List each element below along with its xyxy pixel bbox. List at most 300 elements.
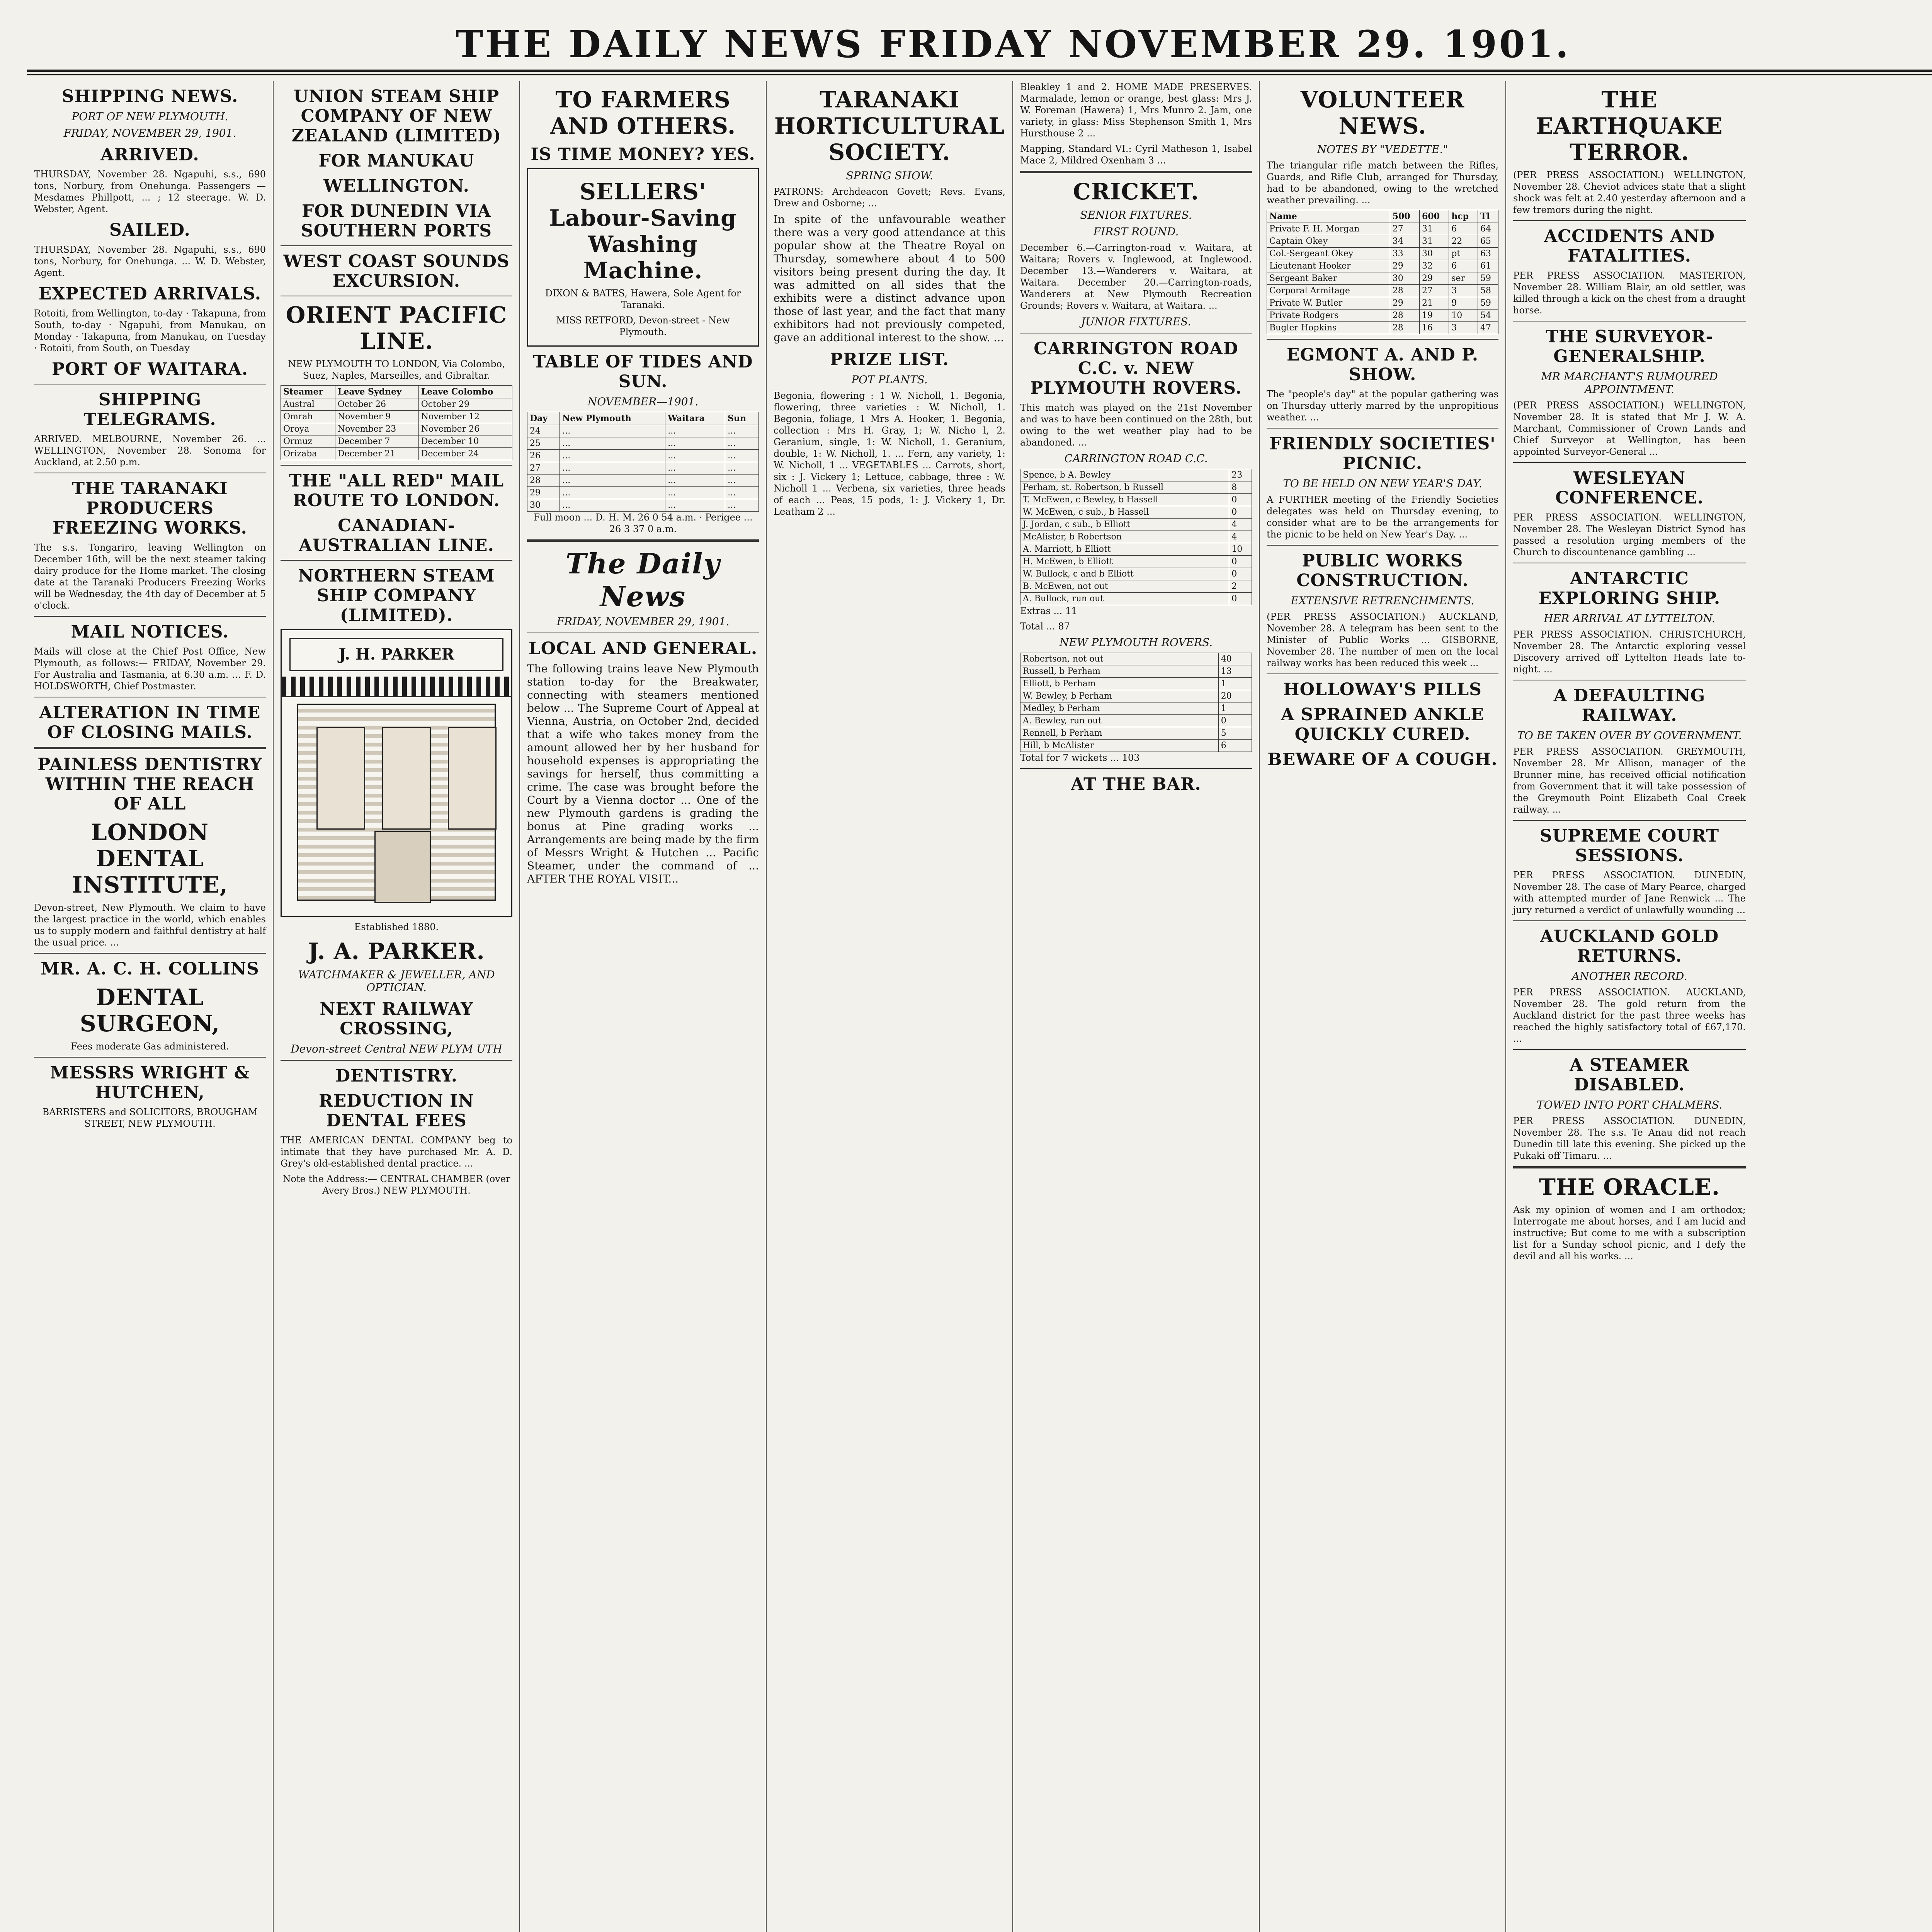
table-header: hcp bbox=[1449, 210, 1478, 223]
dentistry-heading: DENTISTRY. bbox=[335, 1066, 458, 1086]
established-line: Established 1880. bbox=[354, 922, 439, 932]
table-header: Day bbox=[527, 412, 560, 425]
table-cell: 54 bbox=[1478, 310, 1498, 322]
table-cell: 27 bbox=[1419, 285, 1449, 297]
divider bbox=[1267, 545, 1498, 546]
table-cell: ... bbox=[725, 474, 759, 487]
table-cell: 0 bbox=[1229, 506, 1252, 519]
expected-arrivals-heading: EXPECTED ARRIVALS. bbox=[38, 284, 262, 304]
table-cell: 0 bbox=[1218, 715, 1252, 727]
shipping-telegrams-heading: SHIPPING TELEGRAMS. bbox=[83, 390, 216, 429]
table-cell: ... bbox=[725, 499, 759, 512]
public-works-text: (PER PRESS ASSOCIATION.) AUCKLAND, November 28. A telegram has been sent to the Minister of Public Works ... GISBORNE, November 28. The number of men on the local railway works has been reduced this week ... bbox=[1267, 611, 1498, 668]
table-row bbox=[1020, 715, 1252, 727]
collins-heading: MR. A. C. H. COLLINS bbox=[41, 959, 259, 979]
gold-returns-text: PER PRESS ASSOCIATION. AUCKLAND, November 28. The gold return from the Auckland district for the past three weeks has reached the highly satisfactory total of £67,170. ... bbox=[1513, 987, 1746, 1044]
table-cell: ... bbox=[560, 425, 665, 437]
divider bbox=[1020, 768, 1252, 769]
dixon-bates-line: DIXON & BATES, Hawera, Sole Agent for Taranaki. bbox=[545, 288, 741, 310]
table-row bbox=[1267, 223, 1498, 235]
table-cell: 22 bbox=[1449, 235, 1478, 248]
table-row bbox=[527, 462, 759, 474]
table-row bbox=[1020, 593, 1252, 605]
for-manukau-heading: FOR MANUKAU bbox=[318, 151, 474, 171]
divider bbox=[1267, 428, 1498, 429]
divider bbox=[34, 616, 266, 617]
table-row bbox=[1020, 568, 1252, 580]
table-cell: December 7 bbox=[335, 435, 418, 448]
table-header: Tl bbox=[1478, 210, 1498, 223]
table-cell: Col.-Sergeant Okey bbox=[1267, 248, 1390, 260]
port-heading: PORT OF NEW PLYMOUTH. bbox=[71, 110, 228, 123]
gold-returns-heading: AUCKLAND GOLD RETURNS. bbox=[1540, 927, 1719, 966]
table-cell: Medley, b Perham bbox=[1020, 702, 1219, 715]
antarctic-subheading: HER ARRIVAL AT LYTTELTON. bbox=[1544, 612, 1715, 625]
table-cell: ... bbox=[665, 487, 725, 499]
accidents-heading: ACCIDENTS AND FATALITIES. bbox=[1544, 226, 1715, 266]
sellers-washing-machine: SELLERS' Labour-Saving Washing Machine. bbox=[549, 179, 737, 284]
table-cell: A. Marriott, b Elliott bbox=[1020, 543, 1229, 556]
mail-notices-text: Mails will close at the Chief Post Office, New Plymouth, as follows:— FRIDAY, November 29. For Australia and Tasmania, at 6.30 a.m. ... F. D. HOLDSWORTH, Chief Postmaster. bbox=[34, 646, 266, 692]
wright-hutchen-heading: MESSRS WRIGHT & HUTCHEN, bbox=[50, 1063, 250, 1102]
horticultural-society-heading: TARANAKI HORTICULTURAL SOCIETY. bbox=[774, 87, 1005, 165]
table-row bbox=[1020, 543, 1252, 556]
steamer-disabled-heading: A STEAMER DISABLED. bbox=[1570, 1055, 1689, 1095]
preserves-text: Bleakley 1 and 2. HOME MADE PRESERVES. Marmalade, lemon or orange, best glass: Mrs J. W. Foreman (Hawera) 1, Mrs Munro 2. Jam, one variety, in glass: Miss Stephenson Smith 1, Mrs Hursthouse 2 ... bbox=[1020, 82, 1252, 139]
issue-date: FRIDAY, NOVEMBER 29, 1901. bbox=[63, 127, 236, 139]
washing-machine-ad bbox=[527, 168, 759, 347]
surveyor-heading: THE SURVEYOR-GENERALSHIP. bbox=[1546, 327, 1713, 366]
cricket-heading: CRICKET. bbox=[1073, 179, 1199, 205]
port-waitara-heading: PORT OF WAITARA. bbox=[52, 359, 248, 379]
table-cell: Omrah bbox=[281, 411, 335, 423]
shop-sign: J. H. PARKER bbox=[289, 638, 503, 671]
carrington-match-heading: CARRINGTON ROAD C.C. v. NEW PLYMOUTH ROVERS. bbox=[1030, 339, 1242, 398]
divider bbox=[1513, 1166, 1746, 1168]
column-6 bbox=[1260, 81, 1506, 1932]
public-works-heading: PUBLIC WORKS CONSTRUCTION. bbox=[1296, 551, 1469, 590]
table-cell: ... bbox=[725, 437, 759, 450]
divider bbox=[1513, 220, 1746, 221]
wesleyan-heading: WESLEYAN CONFERENCE. bbox=[1555, 468, 1704, 508]
table-row bbox=[1267, 310, 1498, 322]
table-cell: ... bbox=[725, 462, 759, 474]
newspaper-page bbox=[27, 15, 1932, 1932]
senior-fixtures-heading: SENIOR FIXTURES. bbox=[1080, 209, 1192, 221]
column-2 bbox=[274, 81, 520, 1932]
table-cell: 25 bbox=[527, 437, 560, 450]
all-red-route-heading: THE "ALL RED" MAIL ROUTE TO LONDON. bbox=[289, 471, 504, 510]
table-cell: 3 bbox=[1449, 285, 1478, 297]
show-intro-text: In spite of the unfavourable weather there was a very good attendance at this popular show at the Theatre Royal on Thursday, somewhere about 4 to 500 visitors being present during the day. It was admitted on all sides that the exhibits were a distinct advance upon those of last year, and the fact that many exhibitors had not previously competed, gave an additional interest to the show. ... bbox=[774, 213, 1005, 344]
rovers-total-line: Total for 7 wickets ... 103 bbox=[1020, 752, 1140, 763]
west-coast-sounds-heading: WEST COAST SOUNDS EXCURSION. bbox=[283, 252, 510, 291]
fees-line: Fees moderate Gas administered. bbox=[71, 1041, 229, 1052]
table-cell: 20 bbox=[1218, 690, 1252, 702]
table-cell: 30 bbox=[527, 499, 560, 512]
table-cell: ... bbox=[725, 425, 759, 437]
table-cell: 24 bbox=[527, 425, 560, 437]
arrived-heading: ARRIVED. bbox=[100, 145, 199, 165]
table-cell: ... bbox=[560, 450, 665, 462]
defaulting-railway-text: PER PRESS ASSOCIATION. GREYMOUTH, November 28. Mr Allison, manager of the Brunner mine, has received official notification from Government that it will take possession of the Greymouth Point Elizabeth Coal Creek railway. ... bbox=[1513, 746, 1746, 815]
parker-shop-illustration bbox=[281, 629, 512, 917]
carrington-scorecard bbox=[1020, 469, 1252, 605]
table-cell: ... bbox=[665, 437, 725, 450]
for-dunedin-heading: FOR DUNEDIN VIA SOUTHERN PORTS bbox=[301, 201, 492, 241]
column-1 bbox=[27, 81, 274, 1932]
table-cell: 6 bbox=[1449, 260, 1478, 272]
table-cell: 28 bbox=[1390, 310, 1419, 322]
canadian-australian-heading: CANADIAN-AUSTRALIAN LINE. bbox=[299, 516, 494, 555]
extras-line: Extras ... 11 bbox=[1020, 605, 1077, 616]
table-cell: 0 bbox=[1229, 593, 1252, 605]
table-cell: 4 bbox=[1229, 531, 1252, 543]
divider bbox=[34, 953, 266, 954]
divider bbox=[1513, 462, 1746, 463]
table-cell: 3 bbox=[1449, 322, 1478, 334]
table-row bbox=[1020, 556, 1252, 568]
table-cell: 26 bbox=[527, 450, 560, 462]
table-cell: 59 bbox=[1478, 272, 1498, 285]
table-cell: 34 bbox=[1390, 235, 1419, 248]
prize-list-heading: PRIZE LIST. bbox=[830, 350, 949, 369]
table-cell: 0 bbox=[1229, 568, 1252, 580]
divider bbox=[34, 747, 266, 749]
table-cell: J. Jordan, c sub., b Elliott bbox=[1020, 519, 1229, 531]
table-cell: ... bbox=[560, 437, 665, 450]
rovers-heading: NEW PLYMOUTH ROVERS. bbox=[1059, 636, 1213, 649]
table-cell: 61 bbox=[1478, 260, 1498, 272]
supreme-court-text: PER PRESS ASSOCIATION. DUNEDIN, November 28. The case of Mary Pearce, charged with attempted murder of Jane Renwick ... The jury returned a verdict of unlawfully wounding ... bbox=[1513, 870, 1746, 915]
table-cell: 16 bbox=[1419, 322, 1449, 334]
table-cell: Captain Okey bbox=[1267, 235, 1390, 248]
divider bbox=[1267, 673, 1498, 674]
table-cell: A. Bewley, run out bbox=[1020, 715, 1219, 727]
table-header: Leave Colombo bbox=[418, 386, 512, 398]
table-row bbox=[281, 435, 512, 448]
table-cell: 19 bbox=[1419, 310, 1449, 322]
table-row bbox=[1267, 248, 1498, 260]
oracle-heading: THE ORACLE. bbox=[1539, 1174, 1720, 1200]
wesleyan-text: PER PRESS ASSOCIATION. WELLINGTON, November 28. The Wesleyan District Synod has passed a resolution urging members of the Church to discountenance gambling ... bbox=[1513, 512, 1746, 558]
table-cell: December 21 bbox=[335, 448, 418, 460]
table-cell: November 12 bbox=[418, 411, 512, 423]
table-cell: 40 bbox=[1218, 653, 1252, 665]
railway-subtitle: Devon-street Central NEW PLYM UTH bbox=[291, 1043, 502, 1055]
table-cell: Private Rodgers bbox=[1267, 310, 1390, 322]
time-money-line: IS TIME MONEY? YES. bbox=[531, 145, 755, 164]
prize-list-text: Begonia, flowering : 1 W. Nicholl, 1. Begonia, flowering, three varieties : W. Nicholl, 1. Begonia, foliage, 1 Mrs A. Hooker, 1. Begonia, collection : Mrs H. Gray, 1; W. Nicho l, 2. Geranium, single, 1: W. Nicholl, 1. Geranium, double, 1: W. Nicholl, 1. ... Fern, any variety, 1: W. Nicholl, 1 ... VEGETABLES ... Carrots, short, six : J. Vickery 1; Lettuce, cabbage, three : W. Nicholl 1 ... Verbena, six varieties, three heads of each ... Peas, 15 pods, 1: J. Vickery 1, Dr. Leatham 2 ... bbox=[774, 390, 1005, 517]
table-row bbox=[527, 450, 759, 462]
table-row bbox=[527, 474, 759, 487]
wellington-heading: WELLINGTON. bbox=[323, 176, 469, 196]
volunteer-text: The triangular rifle match between the Rifles, Guards, and Rifle Club, arranged for Thursday, had to be abandoned, owing to the wretched weather prevailing. ... bbox=[1267, 160, 1498, 206]
orient-pacific-heading: ORIENT PACIFIC LINE. bbox=[286, 302, 507, 354]
table-cell: McAlister, b Robertson bbox=[1020, 531, 1229, 543]
table-cell: ... bbox=[665, 450, 725, 462]
table-cell: A. Bullock, run out bbox=[1020, 593, 1229, 605]
daily-news-logo: The Daily News bbox=[565, 547, 721, 613]
divider bbox=[1513, 1049, 1746, 1050]
table-cell: ... bbox=[560, 474, 665, 487]
holloway-pills-heading: HOLLOWAY'S PILLS bbox=[1283, 680, 1482, 699]
column-4 bbox=[767, 81, 1013, 1932]
antarctic-text: PER PRESS ASSOCIATION. CHRISTCHURCH, November 28. The Antarctic exploring vessel Discovery arrived off Lyttelton Heads late to-night. ... bbox=[1513, 629, 1746, 675]
table-cell: Hill, b McAlister bbox=[1020, 740, 1219, 752]
friendly-picnic-heading: FRIENDLY SOCIETIES' PICNIC. bbox=[1269, 434, 1496, 473]
table-row bbox=[527, 437, 759, 450]
table-cell: 21 bbox=[1419, 297, 1449, 310]
moon-phases: Full moon ... D. H. M. 26 0 54 a.m. · Perigee ... 26 3 37 0 a.m. bbox=[533, 512, 753, 534]
table-cell: 47 bbox=[1478, 322, 1498, 334]
table-cell: 27 bbox=[527, 462, 560, 474]
table-cell: T. McEwen, c Bewley, b Hassell bbox=[1020, 494, 1229, 506]
shop-window bbox=[382, 727, 431, 830]
table-cell: Austral bbox=[281, 398, 335, 411]
oracle-text: Ask my opinion of women and I am orthodox; Interrogate me about horses, and I am lucid and instructive; But come to me with a subscription list for a Sunday school picnic, and I defy the devil and all his works. ... bbox=[1513, 1204, 1746, 1262]
shipping-news-heading: SHIPPING NEWS. bbox=[61, 87, 238, 106]
table-row bbox=[1267, 260, 1498, 272]
table-row bbox=[1020, 481, 1252, 494]
beware-cough-heading: BEWARE OF A COUGH. bbox=[1267, 750, 1498, 769]
rifle-score-table bbox=[1267, 210, 1498, 334]
parker-subtitle: WATCHMAKER & JEWELLER, AND OPTICIAN. bbox=[298, 968, 495, 994]
table-cell: 29 bbox=[1390, 297, 1419, 310]
table-cell: ... bbox=[560, 462, 665, 474]
divider bbox=[1513, 820, 1746, 821]
shipping-telegrams-text: ARRIVED. MELBOURNE, November 26. ... WELLINGTON, November 28. Sonoma for Auckland, at 2.50 p.m. bbox=[34, 434, 266, 468]
egmont-show-heading: EGMONT A. AND P. SHOW. bbox=[1286, 345, 1479, 384]
table-cell: Elliott, b Perham bbox=[1020, 678, 1219, 690]
table-cell: W. Bullock, c and b Elliott bbox=[1020, 568, 1229, 580]
masthead bbox=[27, 15, 1932, 72]
table-cell: 10 bbox=[1449, 310, 1478, 322]
table-cell: 64 bbox=[1478, 223, 1498, 235]
local-general-heading: LOCAL AND GENERAL. bbox=[528, 639, 758, 658]
table-cell: October 29 bbox=[418, 398, 512, 411]
expected-arrivals-text: Rotoiti, from Wellington, to-day · Takapuna, from South, to-day · Ngapuhi, from Manukau, on Monday · Takapuna, from Manukau, on Tuesday · Rotoiti, from South, on Tuesday bbox=[34, 308, 266, 354]
table-row bbox=[1267, 285, 1498, 297]
accidents-text: PER PRESS ASSOCIATION. MASTERTON, November 28. William Blair, an old settler, was killed through a kick on the chest from a draught horse. bbox=[1513, 270, 1746, 316]
table-cell: December 24 bbox=[418, 448, 512, 460]
table-cell: 0 bbox=[1229, 556, 1252, 568]
table-cell: ... bbox=[665, 425, 725, 437]
table-cell: Rennell, b Perham bbox=[1020, 727, 1219, 740]
table-row bbox=[1020, 678, 1252, 690]
mail-notices-heading: MAIL NOTICES. bbox=[71, 622, 229, 642]
table-cell: 0 bbox=[1229, 494, 1252, 506]
table-cell: 32 bbox=[1419, 260, 1449, 272]
table-cell: Ormuz bbox=[281, 435, 335, 448]
sprained-ankle-heading: A SPRAINED ANKLE QUICKLY CURED. bbox=[1281, 705, 1484, 744]
northern-steamship-heading: NORTHERN STEAM SHIP COMPANY (LIMITED). bbox=[298, 566, 495, 625]
orient-route-text: NEW PLYMOUTH TO LONDON, Via Colombo, Suez, Naples, Marseilles, and Gibraltar. bbox=[288, 359, 505, 381]
table-row bbox=[1020, 580, 1252, 593]
table-cell: 4 bbox=[1229, 519, 1252, 531]
table-cell: 30 bbox=[1390, 272, 1419, 285]
table-row bbox=[1267, 272, 1498, 285]
egmont-show-text: The "people's day" at the popular gathering was on Thursday utterly marred by the unpropitious weather. ... bbox=[1267, 389, 1498, 423]
table-cell: W. Bewley, b Perham bbox=[1020, 690, 1219, 702]
table-header: 600 bbox=[1419, 210, 1449, 223]
tides-heading: TABLE OF TIDES AND SUN. bbox=[533, 352, 753, 391]
table-header-row bbox=[1267, 210, 1498, 223]
total-line: Total ... 87 bbox=[1020, 621, 1070, 632]
table-cell: 30 bbox=[1419, 248, 1449, 260]
table-cell: 31 bbox=[1419, 235, 1449, 248]
table-cell: ser bbox=[1449, 272, 1478, 285]
table-row bbox=[1267, 297, 1498, 310]
table-cell: Corporal Armitage bbox=[1267, 285, 1390, 297]
table-cell: October 26 bbox=[335, 398, 418, 411]
first-round-heading: FIRST ROUND. bbox=[1093, 225, 1179, 238]
table-header: 500 bbox=[1390, 210, 1419, 223]
table-row bbox=[281, 398, 512, 411]
divider bbox=[281, 1060, 512, 1061]
patrons-text: PATRONS: Archdeacon Govett; Revs. Evans, Drew and Osborne; ... bbox=[774, 186, 1005, 209]
table-header: New Plymouth bbox=[560, 412, 665, 425]
divider bbox=[281, 245, 512, 246]
table-cell: 31 bbox=[1419, 223, 1449, 235]
divider bbox=[1267, 339, 1498, 340]
table-cell: Lieutenant Hooker bbox=[1267, 260, 1390, 272]
sailed-text: THURSDAY, November 28. Ngapuhi, s.s., 690 tons, Norbury, for Onehunga. ... W. D. Webster, Agent. bbox=[34, 244, 266, 278]
table-cell: 23 bbox=[1229, 469, 1252, 481]
table-cell: ... bbox=[665, 499, 725, 512]
table-header: Name bbox=[1267, 210, 1390, 223]
steamer-disabled-text: PER PRESS ASSOCIATION. DUNEDIN, November 28. The s.s. Te Anau did not reach Dunedin till late this evening. She picked up the Pukaki off Timaru. ... bbox=[1513, 1116, 1746, 1161]
table-row bbox=[1020, 727, 1252, 740]
daily-news-date: FRIDAY, NOVEMBER 29, 1901. bbox=[556, 615, 730, 628]
table-cell: Robertson, not out bbox=[1020, 653, 1219, 665]
table-row bbox=[1020, 740, 1252, 752]
mapping-text: Mapping, Standard VI.: Cyril Matheson 1, Isabel Mace 2, Mildred Oxenham 3 ... bbox=[1020, 143, 1252, 166]
table-cell: ... bbox=[725, 487, 759, 499]
tides-table bbox=[527, 412, 759, 512]
table-cell: 63 bbox=[1478, 248, 1498, 260]
rovers-scorecard bbox=[1020, 653, 1252, 752]
table-row bbox=[1020, 469, 1252, 481]
american-dental-text: THE AMERICAN DENTAL COMPANY beg to intimate that they have purchased Mr. A. D. Grey's old-established dental practice. ... bbox=[281, 1135, 512, 1169]
earthquake-text: (PER PRESS ASSOCIATION.) WELLINGTON, November 28. Cheviot advices state that a slight shock was felt at 2.40 yesterday afternoon and a few tremors during the night. bbox=[1513, 170, 1746, 215]
sailed-heading: SAILED. bbox=[109, 220, 190, 240]
fixtures-text: December 6.—Carrington-road v. Waitara, at Waitara; Rovers v. Inglewood, at Inglewood. December 13.—Wanderers v. Waitara, at Waitara. December 20.—Carrington-roads, Wanderers at New Plymouth Recreation Grounds; Rovers v. Waitara, at Waitara. ... bbox=[1020, 242, 1252, 311]
table-cell: Private F. H. Morgan bbox=[1267, 223, 1390, 235]
at-the-bar-heading: AT THE BAR. bbox=[1071, 774, 1201, 794]
table-row bbox=[527, 487, 759, 499]
column-5 bbox=[1013, 81, 1260, 1932]
table-cell: 33 bbox=[1390, 248, 1419, 260]
table-cell: ... bbox=[665, 462, 725, 474]
table-header-row bbox=[281, 386, 512, 398]
column-3 bbox=[520, 81, 767, 1932]
table-cell: Perham, st. Robertson, b Russell bbox=[1020, 481, 1229, 494]
table-row bbox=[1020, 531, 1252, 543]
tides-month: NOVEMBER—1901. bbox=[587, 395, 699, 408]
table-cell: Private W. Butler bbox=[1267, 297, 1390, 310]
masthead-title: THE DAILY NEWS FRIDAY NOVEMBER 29. 1901. bbox=[455, 22, 1571, 66]
table-cell: 29 bbox=[1419, 272, 1449, 285]
table-row bbox=[1267, 322, 1498, 334]
table-row bbox=[281, 448, 512, 460]
london-dental-heading: LONDON DENTAL INSTITUTE, bbox=[72, 819, 228, 898]
surveyor-text: (PER PRESS ASSOCIATION.) WELLINGTON, November 28. It is stated that Mr J. W. A. Marchant, Commissioner of Crown Lands and Chief Surveyor at Wellington, has been appointed Surveyor-General ... bbox=[1513, 400, 1746, 457]
table-cell: Orizaba bbox=[281, 448, 335, 460]
table-cell: 58 bbox=[1478, 285, 1498, 297]
table-cell: 29 bbox=[527, 487, 560, 499]
table-cell: 28 bbox=[1390, 322, 1419, 334]
local-general-text: The following trains leave New Plymouth station to-day for the Breakwater, connecting with steamers mentioned below ... The Supreme Court of Appeal at Vienna, Austria, on October 2nd, decided that a wife who takes money from the amount allowed her by her husband for household expenses is appropriating the savings for herself, thus committing a crime. The case was brought before the Court by a Vienna doctor ... One of the new Plymouth gardens is grading the bonus at Pine grading works ... Arrangements are being made by the firm of Messrs Wright & Hutchen ... Pacific Steamer, under the command of ... AFTER THE ROYAL VISIT... bbox=[527, 662, 759, 885]
supreme-court-heading: SUPREME COURT SESSIONS. bbox=[1539, 826, 1719, 866]
table-cell: W. McEwen, c sub., b Hassell bbox=[1020, 506, 1229, 519]
table-row bbox=[281, 411, 512, 423]
table-cell: 29 bbox=[1390, 260, 1419, 272]
surveyor-subheading: MR MARCHANT'S RUMOURED APPOINTMENT. bbox=[1541, 370, 1718, 396]
table-cell: Oroya bbox=[281, 423, 335, 435]
next-railway-crossing: NEXT RAILWAY CROSSING, bbox=[320, 999, 473, 1039]
table-cell: 59 bbox=[1478, 297, 1498, 310]
table-row bbox=[1020, 519, 1252, 531]
scorecard-heading: CARRINGTON ROAD C.C. bbox=[1064, 452, 1208, 465]
divider bbox=[1513, 920, 1746, 921]
table-row bbox=[1020, 690, 1252, 702]
table-cell: ... bbox=[560, 487, 665, 499]
table-cell: Sergeant Baker bbox=[1267, 272, 1390, 285]
london-dental-text: Devon-street, New Plymouth. We claim to have the largest practice in the world, which enables us to supply modern and faithful dentistry at half the usual price. ... bbox=[34, 902, 266, 948]
volunteer-news-heading: VOLUNTEER NEWS. bbox=[1300, 87, 1465, 139]
table-header-row bbox=[527, 412, 759, 425]
parker-name: J. A. PARKER. bbox=[308, 938, 485, 964]
table-header: Leave Sydney bbox=[335, 386, 418, 398]
orient-sailings-table bbox=[281, 385, 512, 460]
shop-window bbox=[316, 727, 365, 830]
defaulting-railway-subheading: TO BE TAKEN OVER BY GOVERNMENT. bbox=[1517, 729, 1742, 742]
shop-door bbox=[374, 831, 431, 903]
steamer-disabled-subheading: TOWED INTO PORT CHALMERS. bbox=[1536, 1099, 1723, 1111]
table-cell: 9 bbox=[1449, 297, 1478, 310]
table-header: Waitara bbox=[665, 412, 725, 425]
shop-window bbox=[448, 727, 497, 830]
wright-hutchen-text: BARRISTERS and SOLICITORS, BROUGHAM STREET, NEW PLYMOUTH. bbox=[42, 1107, 258, 1129]
earthquake-heading: THE EARTHQUAKE TERROR. bbox=[1536, 87, 1723, 165]
arrived-text: THURSDAY, November 28. Ngapuhi, s.s., 690 tons, Norbury, from Onehunga. Passengers — Mesdames Phillpott, ... ; 12 steerage. W. D. Webster, Agent. bbox=[34, 169, 266, 214]
table-cell: Russell, b Perham bbox=[1020, 665, 1219, 678]
table-cell: November 23 bbox=[335, 423, 418, 435]
table-row bbox=[1020, 702, 1252, 715]
table-row bbox=[1020, 506, 1252, 519]
table-cell: pt bbox=[1449, 248, 1478, 260]
table-cell: 27 bbox=[1390, 223, 1419, 235]
junior-fixtures-heading: JUNIOR FIXTURES. bbox=[1081, 315, 1191, 328]
antarctic-heading: ANTARCTIC EXPLORING SHIP. bbox=[1538, 569, 1721, 608]
miss-retford-line: MISS RETFORD, Devon-street - New Plymouth. bbox=[556, 315, 730, 337]
table-row bbox=[281, 423, 512, 435]
table-cell: ... bbox=[560, 499, 665, 512]
union-steamship-heading: UNION STEAM SHIP COMPANY OF NEW ZEALAND (LIMITED) bbox=[291, 87, 502, 146]
table-cell: ... bbox=[665, 474, 725, 487]
table-cell: 5 bbox=[1218, 727, 1252, 740]
dental-surgeon-heading: DENTAL SURGEON, bbox=[80, 984, 220, 1037]
friendly-picnic-text: A FURTHER meeting of the Friendly Societies delegates was held on Thursday evening, to consider what are to be the arrangements for the picnic to be held on New Year's Day. ... bbox=[1267, 494, 1498, 540]
table-cell: 65 bbox=[1478, 235, 1498, 248]
table-header: Sun bbox=[725, 412, 759, 425]
divider bbox=[281, 560, 512, 561]
shop-awning bbox=[282, 677, 511, 697]
pot-plants-heading: POT PLANTS. bbox=[851, 373, 928, 386]
table-row bbox=[527, 425, 759, 437]
table-cell: 10 bbox=[1229, 543, 1252, 556]
